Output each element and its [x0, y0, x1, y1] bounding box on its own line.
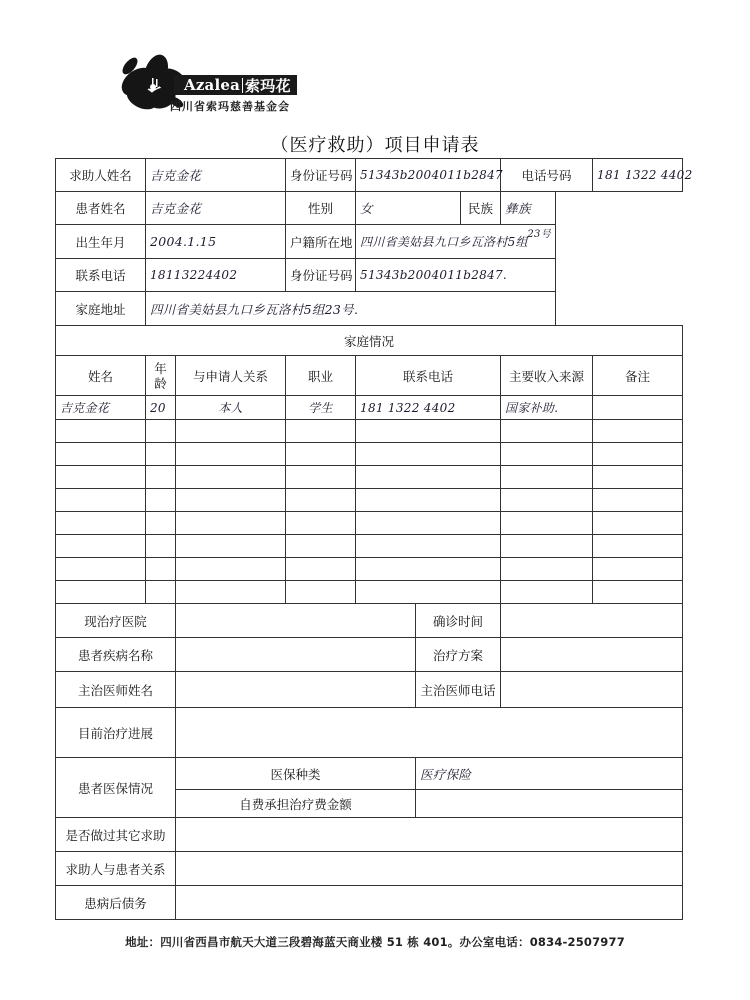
- relation-label: 求助人与患者关系: [56, 852, 176, 886]
- empty-cell[interactable]: [593, 535, 683, 558]
- doctor-name-label: 主治医师姓名: [56, 672, 176, 708]
- applicant-id-label: 身份证号码: [286, 159, 356, 192]
- applicant-id-field[interactable]: 51343b2004011b2847: [356, 159, 501, 192]
- foundation-logo: [112, 42, 312, 118]
- empty-cell[interactable]: [56, 489, 146, 512]
- insurance-label: 患者医保情况: [56, 758, 176, 818]
- empty-cell[interactable]: [56, 512, 146, 535]
- debt-field[interactable]: [176, 886, 683, 920]
- empty-cell[interactable]: [146, 466, 176, 489]
- empty-cell[interactable]: [286, 489, 356, 512]
- empty-cell[interactable]: [176, 535, 286, 558]
- family-row: [56, 420, 683, 443]
- empty-cell[interactable]: [176, 558, 286, 581]
- progress-field[interactable]: [176, 708, 683, 758]
- empty-cell[interactable]: [286, 535, 356, 558]
- family-section-row: [56, 326, 683, 356]
- hukou-value: 四川省美姑县九口乡瓦洛村5组: [360, 235, 528, 249]
- progress-row: [56, 708, 683, 758]
- logo-brand-en: Azalea: [184, 76, 241, 94]
- empty-cell[interactable]: [593, 489, 683, 512]
- family-age-cell[interactable]: 20: [146, 396, 176, 420]
- applicant-phone-field[interactable]: 181 1322 4402: [593, 159, 683, 192]
- hospital-label: 现治疗医院: [56, 604, 176, 638]
- empty-cell[interactable]: [501, 581, 593, 604]
- self-pay-label: 自费承担治疗费金额: [176, 790, 416, 818]
- empty-cell[interactable]: [501, 535, 593, 558]
- family-relation-cell[interactable]: 本人: [176, 396, 286, 420]
- family-row: [56, 512, 683, 535]
- doctor-name-field[interactable]: [176, 672, 416, 708]
- empty-cell[interactable]: [593, 558, 683, 581]
- insurance-type-field[interactable]: 医疗保险: [416, 758, 683, 790]
- blank-cell: [556, 292, 683, 326]
- family-header-row: [56, 356, 683, 396]
- empty-cell[interactable]: [501, 466, 593, 489]
- ethnicity-label: 民族: [461, 192, 501, 225]
- birth-label: 出生年月: [56, 225, 146, 259]
- birth-row: [56, 225, 683, 259]
- relation-field[interactable]: [176, 852, 683, 886]
- application-form: [55, 158, 693, 920]
- hukou-label: 户籍所在地: [286, 225, 356, 259]
- empty-cell[interactable]: [56, 558, 146, 581]
- empty-cell[interactable]: [356, 489, 501, 512]
- empty-cell[interactable]: [176, 466, 286, 489]
- gender-field[interactable]: 女: [356, 192, 461, 225]
- debt-row: [56, 886, 683, 920]
- empty-cell[interactable]: [146, 558, 176, 581]
- empty-cell[interactable]: [356, 581, 501, 604]
- footer-address: 地址：四川省西昌市航天大道三段碧海蓝天商业楼 51 栋 401。办公室电话：0834-2507977: [125, 935, 625, 949]
- empty-cell[interactable]: [286, 558, 356, 581]
- patient-name-label: 患者姓名: [56, 192, 146, 225]
- logo-brand-cn: 索玛花: [245, 76, 291, 95]
- empty-cell[interactable]: [146, 535, 176, 558]
- logo-separator: [242, 78, 243, 93]
- family-section-label: 家庭情况: [56, 326, 683, 356]
- empty-cell[interactable]: [356, 466, 501, 489]
- empty-cell[interactable]: [176, 420, 286, 443]
- empty-cell[interactable]: [56, 581, 146, 604]
- family-row: [56, 443, 683, 466]
- family-header-age: 年龄: [146, 356, 176, 396]
- empty-cell[interactable]: [146, 420, 176, 443]
- self-pay-field[interactable]: [416, 790, 683, 818]
- birth-field[interactable]: 2004.1.15: [146, 225, 286, 259]
- empty-cell[interactable]: [501, 558, 593, 581]
- treatment-plan-label: 治疗方案: [416, 638, 501, 672]
- family-row: [56, 489, 683, 512]
- doctor-phone-field[interactable]: [501, 672, 683, 708]
- empty-cell[interactable]: [286, 512, 356, 535]
- family-phone-cell[interactable]: 181 1322 4402: [356, 396, 501, 420]
- empty-cell[interactable]: [286, 443, 356, 466]
- family-header-name: 姓名: [56, 356, 146, 396]
- empty-cell[interactable]: [56, 535, 146, 558]
- empty-cell[interactable]: [286, 581, 356, 604]
- patient-phone-label: 联系电话: [56, 259, 146, 292]
- hospital-row: [56, 604, 683, 638]
- ethnicity-field[interactable]: 彝族: [501, 192, 556, 225]
- empty-cell[interactable]: [593, 420, 683, 443]
- empty-cell[interactable]: [356, 512, 501, 535]
- insurance-row: [56, 758, 683, 790]
- empty-cell[interactable]: [286, 420, 356, 443]
- empty-cell[interactable]: [146, 489, 176, 512]
- blank-cell: [556, 225, 683, 259]
- family-row: [56, 558, 683, 581]
- other-aid-row: [56, 818, 683, 852]
- other-aid-field[interactable]: [176, 818, 683, 852]
- logo-org-name: 四川省索玛慈善基金会: [170, 100, 290, 113]
- applicant-name-field[interactable]: 吉克金花: [146, 159, 286, 192]
- empty-cell[interactable]: [501, 443, 593, 466]
- insurance-type-label: 医保种类: [176, 758, 416, 790]
- patient-id-field[interactable]: 51343b2004011b2847.: [356, 259, 556, 292]
- empty-cell[interactable]: [176, 512, 286, 535]
- empty-cell[interactable]: [176, 581, 286, 604]
- address-row: [56, 292, 683, 326]
- other-aid-label: 是否做过其它求助: [56, 818, 176, 852]
- empty-cell[interactable]: [56, 466, 146, 489]
- empty-cell[interactable]: [593, 581, 683, 604]
- progress-label: 目前治疗进展: [56, 708, 176, 758]
- empty-cell[interactable]: [593, 512, 683, 535]
- diagnosis-time-field[interactable]: [501, 604, 683, 638]
- empty-cell[interactable]: [593, 443, 683, 466]
- empty-cell[interactable]: [356, 535, 501, 558]
- debt-label: 患病后债务: [56, 886, 176, 920]
- applicant-row: [56, 159, 683, 192]
- empty-cell[interactable]: [356, 558, 501, 581]
- family-header-note: 备注: [593, 356, 683, 396]
- family-row: [56, 466, 683, 489]
- hukou-field[interactable]: [356, 225, 556, 259]
- empty-cell[interactable]: [146, 443, 176, 466]
- family-row: [56, 581, 683, 604]
- family-header-phone: 联系电话: [356, 356, 501, 396]
- family-header-income: 主要收入来源: [501, 356, 593, 396]
- hospital-field[interactable]: [176, 604, 416, 638]
- family-income-cell[interactable]: 国家补助.: [501, 396, 593, 420]
- doctor-phone-label: 主治医师电话: [416, 672, 501, 708]
- empty-cell[interactable]: [56, 443, 146, 466]
- blank-cell: [556, 192, 683, 225]
- empty-cell[interactable]: [356, 420, 501, 443]
- hukou-note: 23号: [527, 229, 552, 240]
- family-header-relation: 与申请人关系: [176, 356, 286, 396]
- patient-name-row: [56, 192, 683, 225]
- family-job-cell[interactable]: 学生: [286, 396, 356, 420]
- disease-field[interactable]: [176, 638, 416, 672]
- diagnosis-time-label: 确诊时间: [416, 604, 501, 638]
- family-header-job: 职业: [286, 356, 356, 396]
- gender-label: 性别: [286, 192, 356, 225]
- patient-id-label: 身份证号码: [286, 259, 356, 292]
- empty-cell[interactable]: [501, 512, 593, 535]
- treatment-plan-field[interactable]: [501, 638, 683, 672]
- applicant-phone-label: 电话号码: [501, 159, 593, 192]
- disease-label: 患者疾病名称: [56, 638, 176, 672]
- family-row: [56, 535, 683, 558]
- patient-name-field[interactable]: 吉克金花: [146, 192, 286, 225]
- empty-cell[interactable]: [56, 420, 146, 443]
- empty-cell[interactable]: [286, 466, 356, 489]
- patient-phone-row: [56, 259, 683, 292]
- family-name-cell[interactable]: 吉克金花: [56, 396, 146, 420]
- empty-cell[interactable]: [176, 443, 286, 466]
- form-title: （医疗救助）项目申请表: [270, 135, 480, 156]
- empty-cell[interactable]: [501, 420, 593, 443]
- patient-phone-field[interactable]: 18113224402: [146, 259, 286, 292]
- doctor-row: [56, 672, 683, 708]
- empty-cell[interactable]: [146, 581, 176, 604]
- family-row: [56, 396, 683, 420]
- logo-banner: [174, 75, 297, 95]
- empty-cell[interactable]: [176, 489, 286, 512]
- address-field[interactable]: 四川省美姑县九口乡瓦洛村5组23号.: [146, 292, 556, 326]
- empty-cell[interactable]: [356, 443, 501, 466]
- family-note-cell[interactable]: [593, 396, 683, 420]
- disease-row: [56, 638, 683, 672]
- relation-row: [56, 852, 683, 886]
- empty-cell[interactable]: [501, 489, 593, 512]
- empty-cell[interactable]: [593, 466, 683, 489]
- empty-cell[interactable]: [146, 512, 176, 535]
- address-label: 家庭地址: [56, 292, 146, 326]
- applicant-name-label: 求助人姓名: [56, 159, 146, 192]
- blank-cell: [556, 259, 683, 292]
